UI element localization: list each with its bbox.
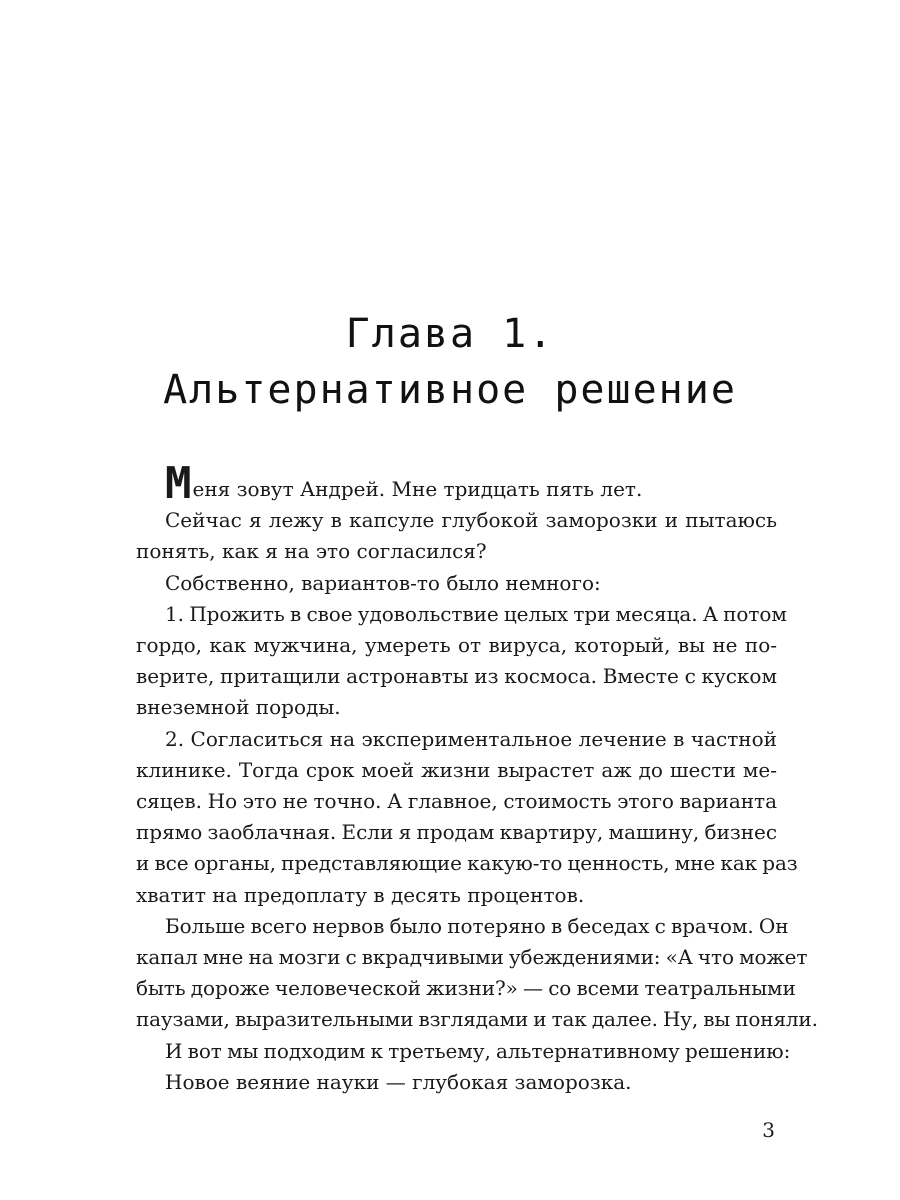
- chapter-title-line-1: Глава 1.: [345, 311, 555, 357]
- text-line: Новое веяние науки — глубокая заморозка.: [165, 1069, 632, 1094]
- text-line: внеземной породы.: [136, 695, 341, 720]
- text-line: [165, 458, 777, 509]
- text-line: капал мне на мозги с вкрадчивыми убеждениями: «А что может: [136, 945, 808, 970]
- text-line: быть дороже человеческой жизни?» — со всеми театральными: [136, 976, 796, 1001]
- text-line: и все органы, представляющие какую-то ценность, мне как раз: [136, 851, 798, 876]
- text-line: прямо заоблачная. Если я продам квартиру, машину, бизнес: [136, 820, 778, 845]
- chapter-title-line-2: Альтернативное решение: [163, 367, 737, 413]
- drop-cap: М: [165, 458, 192, 509]
- text-line: сяцев. Но это не точно. А главное, стоимость этого варианта: [136, 789, 777, 814]
- text-line: Собственно, вариантов-то было немного:: [165, 570, 601, 595]
- text-line: гордо, как мужчина, умереть от вируса, который, вы не по-: [136, 633, 777, 658]
- text-line: Больше всего нервов было потеряно в беседах с врачом. Он: [165, 913, 789, 938]
- text-line: паузами, выразительными взглядами и так далее. Ну, вы поняли.: [136, 1007, 818, 1032]
- chapter-title: [0, 306, 900, 418]
- text-line: клинике. Тогда срок моей жизни вырастет аж до шести ме-: [136, 757, 777, 782]
- text-line: верите, притащили астронавты из космоса. Вместе с куском: [136, 664, 777, 689]
- text-line: понять, как я на это согласился?: [136, 539, 487, 564]
- chapter-text: [136, 458, 818, 1098]
- page-number: 3: [762, 1118, 775, 1142]
- text-line: хватит на предоплату в десять процентов.: [136, 882, 585, 907]
- text-line: И вот мы подходим к третьему, альтернативному решению:: [165, 1038, 791, 1063]
- text-line: 1. Прожить в свое удовольствие целых три месяца. А потом: [165, 601, 787, 626]
- text-line: 2. Согласиться на экспериментальное лечение в частной: [165, 726, 777, 751]
- text-line: Сейчас я лежу в капсуле глубокой заморозки и пытаюсь: [165, 508, 777, 533]
- text-line-content: еня зовут Андрей. Мне тридцать пять лет.: [192, 477, 643, 501]
